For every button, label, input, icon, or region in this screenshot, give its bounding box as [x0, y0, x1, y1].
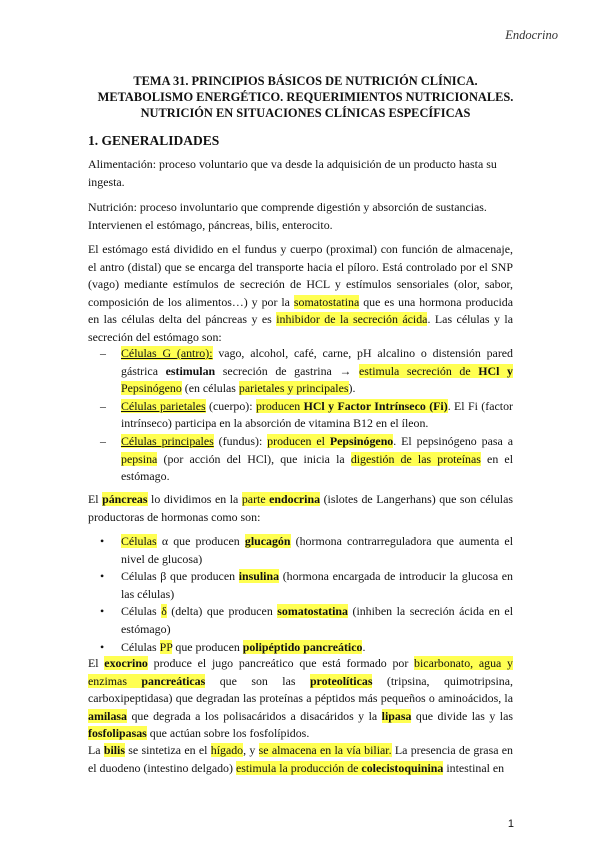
highlight: producen HCl y Factor Intrínseco (Fi): [255, 398, 448, 413]
highlight: insulina: [238, 569, 280, 584]
paragraph-alimentacion: Alimentación: proceso voluntario que va desde la adquisición de un producto hasta su ingesta.: [88, 157, 497, 189]
highlight: Células: [121, 534, 157, 548]
highlight: Células principales: [121, 433, 214, 448]
highlight: estimula la producción de colecistoquinina: [235, 760, 444, 775]
bold: estimulan: [165, 363, 216, 378]
highlight: hígado: [210, 743, 244, 757]
bullet-marker: •: [100, 534, 105, 548]
text: intestinal en: [443, 760, 505, 775]
text: La: [88, 743, 104, 757]
dash-marker: –: [100, 346, 106, 360]
highlight: δ: [161, 604, 167, 619]
title-line: METABOLISMO ENERGÉTICO. REQUERIMIENTOS NUTRICIONALES.: [97, 90, 514, 104]
dash-marker: –: [100, 433, 106, 448]
text: (delta) que producen: [166, 604, 278, 619]
highlight: glucagón: [244, 534, 291, 548]
text: El: [88, 492, 103, 506]
text: Células: [121, 639, 160, 654]
text: que es una hormona producida en las células delta del páncreas y es: [88, 294, 513, 327]
list-item: [100, 603, 513, 638]
dash-marker: –: [100, 398, 106, 413]
text: (inhiben la secreción ácida en el estómago): [121, 604, 514, 636]
text: (en células: [181, 381, 239, 396]
list-item: [100, 398, 513, 433]
text: (tripsina, quimotripsina, carboxipeptidasa) que degradan las proteínas a péptidos más pequeños o aminoácidos, la: [88, 673, 513, 706]
text: (islotes de Langerhans) que son células productoras de hormonas como son:: [88, 492, 513, 524]
highlight: páncreas: [102, 492, 148, 506]
highlight: Células G (antro):: [121, 346, 213, 360]
highlight: Pepsinógeno: [121, 381, 182, 396]
text: que actúan sobre los fosfolípidos.: [146, 726, 310, 741]
text: .: [362, 639, 366, 654]
text: vago, alcohol, café, carne, pH alcalino o distensión pared gástrica: [121, 346, 513, 378]
text: que producen: [172, 639, 243, 654]
highlight: amilasa: [88, 708, 127, 723]
text: ).: [348, 381, 356, 396]
section-heading: 1. GENERALIDADES: [88, 133, 220, 148]
text: (cuerpo):: [205, 398, 256, 413]
highlight: PP: [159, 639, 173, 654]
highlight: pepsina: [121, 451, 158, 466]
text: (fundus):: [213, 433, 268, 448]
highlight: inhibidor de la secreción ácida: [276, 312, 428, 327]
list-item: [100, 345, 513, 398]
highlight: fosfolipasas: [88, 726, 147, 741]
text: que divide las y las: [411, 708, 513, 723]
title-line: TEMA 31. PRINCIPIOS BÁSICOS DE NUTRICIÓN CLÍNICA.: [133, 74, 478, 88]
text: . Las células y la secreción del estómago son:: [88, 312, 514, 344]
text: α que producen: [156, 534, 245, 548]
text: que degrada a los polisacáridos a disacáridos y la: [126, 708, 382, 723]
text: El estómago está dividido en el fundus y cuerpo (proximal) con función de almacenaje, el antro (distal) que se encarga del transporte hacia el píloro. Está controlado por el SNP (vago) mediante estímulos de secreción de HCL y estímulos sensoriales (olor, sabor, composición de los alimentos…) y por la: [88, 242, 513, 309]
text: que son las: [205, 673, 310, 688]
bullet-marker: •: [100, 604, 105, 619]
highlight: exocrino: [104, 656, 148, 670]
highlight: pancreáticas: [141, 673, 206, 688]
bullet-marker: •: [100, 569, 105, 584]
highlight: Células parietales: [121, 398, 206, 413]
paragraph-exocrino: [88, 655, 513, 743]
text: Células: [121, 604, 162, 619]
text: . El Fi (factor intrínseco) participa en la absorción de vitamina B12 en el íleon.: [121, 398, 513, 431]
text: . El pepsinógeno pasa a: [393, 433, 513, 448]
running-header: Endocrino: [505, 28, 558, 42]
page-number: 1: [507, 818, 514, 830]
highlight: parietales y principales: [238, 381, 349, 396]
text: El: [88, 656, 105, 670]
highlight: lipasa: [381, 708, 412, 723]
text: (hormona encargada de introducir la glucosa en las células): [121, 569, 513, 601]
paragraph-bilis: [88, 742, 513, 777]
highlight: digestión de las proteínas: [350, 451, 481, 466]
text: produce el jugo pancreático que está formado por: [147, 656, 415, 670]
highlight: somatostatina: [277, 604, 348, 619]
text: , y: [243, 743, 259, 757]
highlight: parte endocrina: [241, 492, 321, 506]
title-line: NUTRICIÓN EN SITUACIONES CLÍNICAS ESPECÍFICAS: [140, 106, 471, 120]
text: se sintetiza en el: [124, 743, 211, 757]
highlight: polipéptido pancreático: [242, 639, 363, 654]
highlight: bilis: [103, 743, 125, 757]
paragraph-stomach: [88, 241, 513, 347]
highlight: se almacena en la vía biliar.: [258, 743, 392, 757]
hormones-list: [100, 533, 513, 656]
bullet-marker: •: [100, 639, 105, 654]
paragraph-nutricion: Nutrición: proceso involuntario que comprende digestión y absorción de sustancias. Intervienen el estómago, páncreas, bilis, enterocito.: [88, 200, 487, 232]
list-item: [100, 568, 513, 603]
text: (por acción del HCl), que inicia la: [157, 451, 351, 466]
list-item: [100, 433, 513, 486]
highlight: estimula secreción de HCl y: [358, 363, 513, 378]
text: secreción de gastrina →: [215, 363, 359, 378]
highlight: producen el Pepsinógeno: [267, 433, 394, 448]
text: Células β que producen: [121, 569, 239, 584]
highlight: bicarbonato, agua y enzimas: [88, 656, 513, 688]
text: lo dividimos en la: [147, 492, 242, 506]
highlight: somatostatina: [293, 294, 360, 309]
stomach-cells-list: [100, 345, 513, 486]
list-item: [100, 533, 513, 568]
page-title: [78, 73, 533, 121]
text: en el estómago.: [121, 451, 513, 484]
paragraph-pancreas: [88, 491, 513, 526]
highlight: proteolíticas: [309, 673, 373, 688]
list-item: [100, 639, 513, 657]
text: La presencia de grasa en el duodeno (intestino delgado): [88, 743, 513, 775]
text: (hormona contrarreguladora que aumenta el nivel de glucosa): [121, 534, 513, 566]
